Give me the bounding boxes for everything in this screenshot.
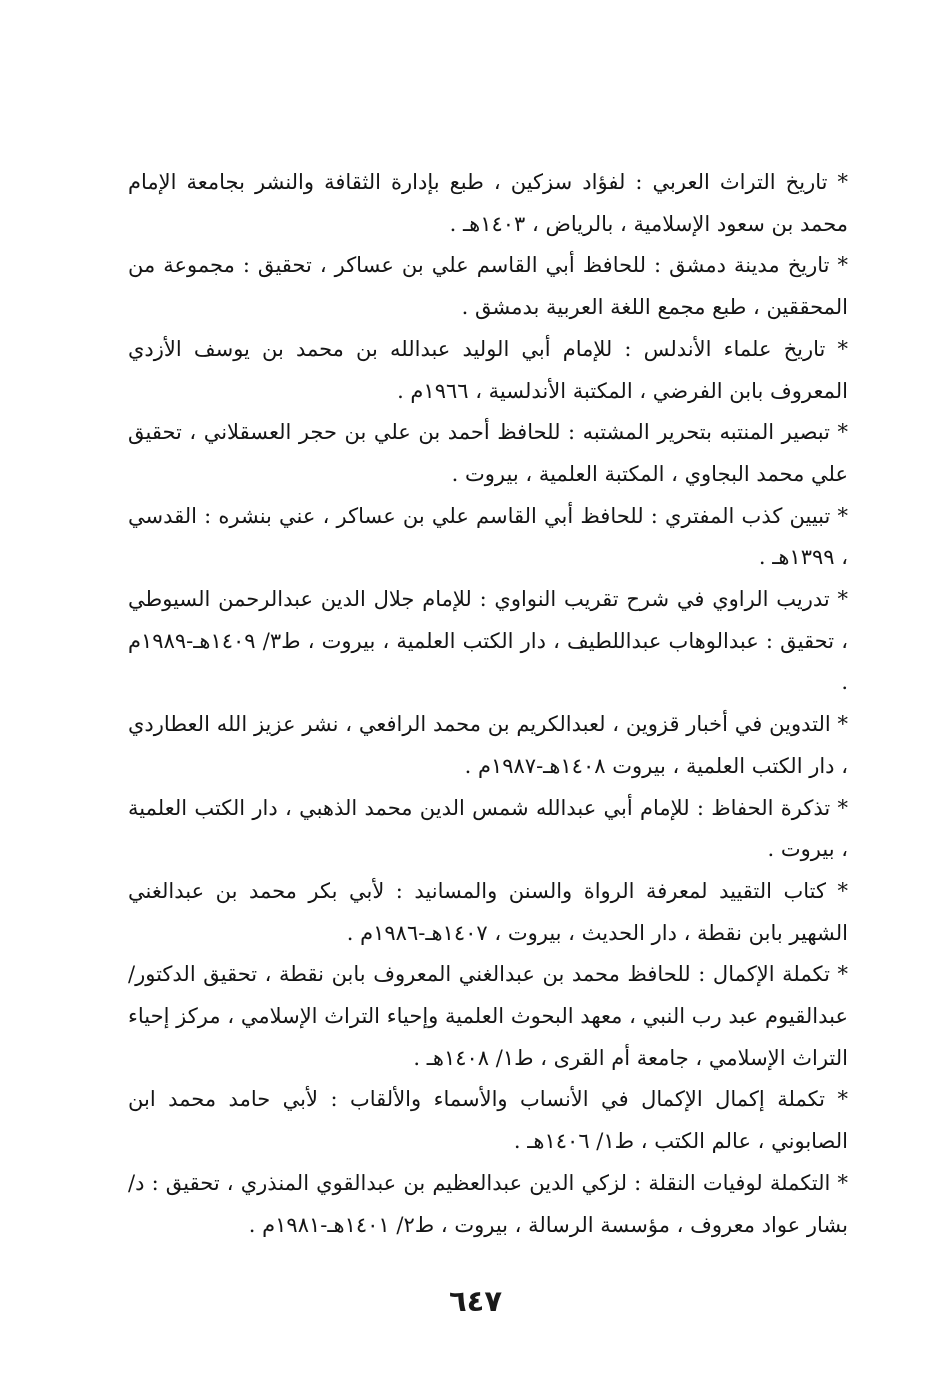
- page-number: ٦٤٧: [448, 1284, 503, 1318]
- bibliography-entry: * تاريخ علماء الأندلس : للإمام أبي الوليد عبدالله بن محمد بن يوسف الأزدي المعروف بابن الفرضي ، المكتبة الأندلسية ، ١٩٦٦م .: [128, 336, 848, 403]
- bibliography-entry: * التكملة لوفيات النقلة : لزكي الدين عبدالعظيم بن عبدالقوي المنذري ، تحقيق : د/ بشار عواد معروف ، مؤسسة الرسالة ، بيروت ، ط٢/ ١٤٠١هـ-١٩٨١م .: [128, 1170, 848, 1237]
- bibliography-entry: * تاريخ مدينة دمشق : للحافظ أبي القاسم علي بن عساكر ، تحقيق : مجموعة من المحققين ، طبع مجمع اللغة العربية بدمشق .: [128, 253, 848, 320]
- bibliography-entry: * تبيين كذب المفتري : للحافظ أبي القاسم علي بن عساكر ، عني بنشره : القدسي ، ١٣٩٩هـ .: [128, 503, 848, 570]
- bibliography-entry: * تكملة الإكمال : للحافظ محمد بن عبدالغني المعروف بابن نقطة ، تحقيق الدكتور/ عبدالقيوم عبد رب النبي ، معهد البحوث العلمية وإحياء التراث الإسلامي ، مركز إحياء التراث الإسلامي ، جامعة أم القرى ، ط١/ ١٤٠٨هـ .: [128, 962, 848, 1070]
- bibliography-entry: * تاريخ التراث العربي : لفؤاد سزكين ، طبع بإدارة الثقافة والنشر بجامعة الإمام محمد بن سعود الإسلامية ، بالرياض ، ١٤٠٣هـ .: [128, 170, 848, 236]
- bibliography-entry: * تذكرة الحفاظ : للإمام أبي عبدالله شمس الدين محمد الذهبي ، دار الكتب العلمية ، بيروت .: [128, 795, 848, 862]
- bibliography-entry: * تدريب الراوي في شرح تقريب النواوي : للإمام جلال الدين عبدالرحمن السيوطي ، تحقيق : عبدالوهاب عبداللطيف ، دار الكتب العلمية ، بيروت ، ط٣/ ١٤٠٩هـ-١٩٨٩م .: [128, 587, 848, 695]
- bibliography-entry: * تكملة إكمال الإكمال في الأنساب والأسماء والألقاب : لأبي حامد محمد ابن الصابوني ، عالم الكتب ، ط١/ ١٤٠٦هـ .: [128, 1087, 848, 1154]
- bibliography-list: [128, 162, 848, 1246]
- bibliography-entry: * كتاب التقييد لمعرفة الرواة والسنن والمسانيد : لأبي بكر محمد بن عبدالغني الشهير بابن نقطة ، دار الحديث ، بيروت ، ١٤٠٧هـ-١٩٨٦م .: [128, 878, 848, 945]
- bibliography-entry: * تبصير المنتبه بتحرير المشتبه : للحافظ أحمد بن علي بن حجر العسقلاني ، تحقيق علي محمد البجاوي ، المكتبة العلمية ، بيروت .: [128, 420, 848, 486]
- bibliography-entry: * التدوين في أخبار قزوين ، لعبدالكريم بن محمد الرافعي ، نشر عزيز الله العطاردي ، دار الكتب العلمية ، بيروت ١٤٠٨هـ-١٩٨٧م .: [128, 712, 848, 778]
